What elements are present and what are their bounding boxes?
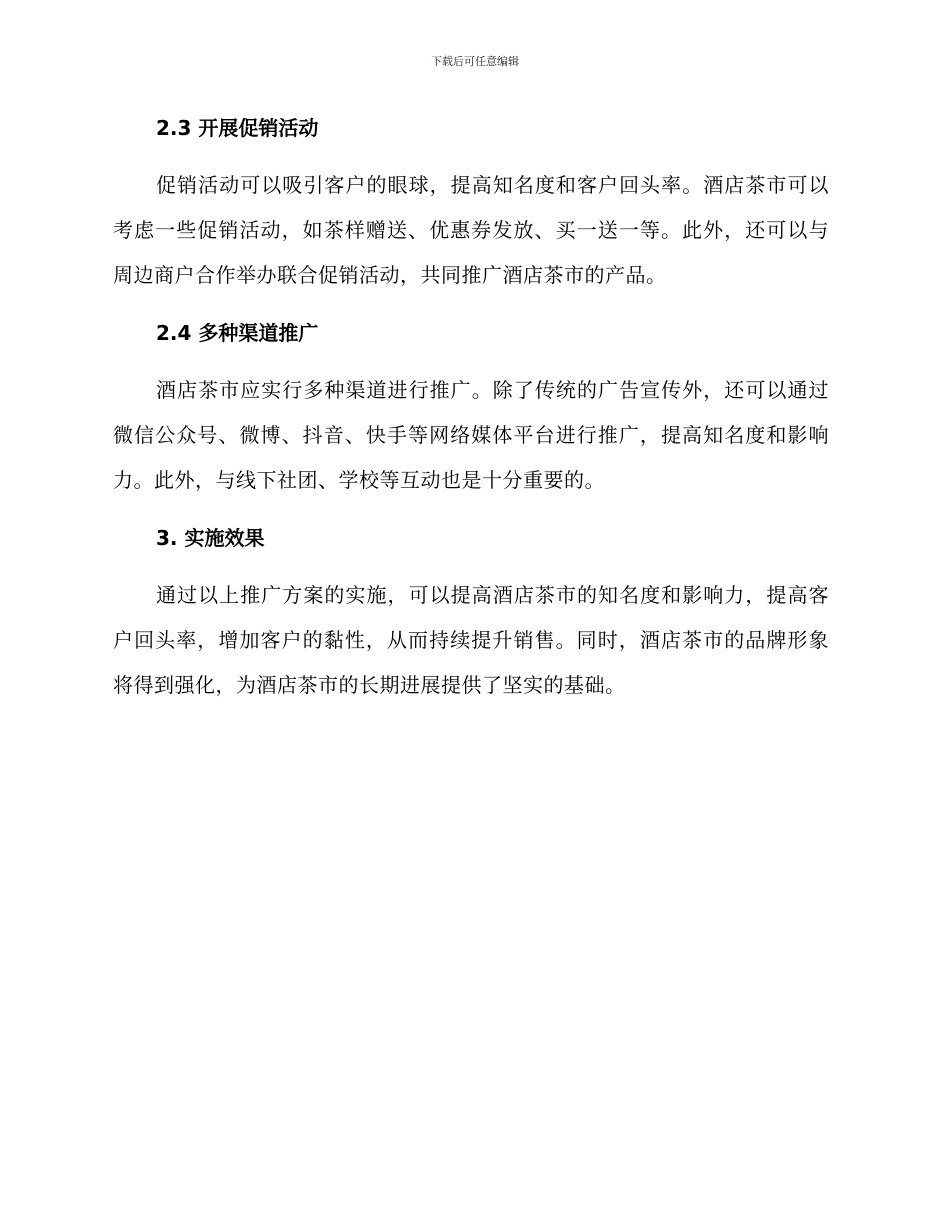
document-body [113,108,829,723]
section-heading: 2.3 开展促销活动 [156,116,319,140]
section-heading: 3. 实施效果 [156,526,265,550]
section-heading: 2.4 多种渠道推广 [156,321,319,345]
section-paragraph: 促销活动可以吸引客户的眼球，提高知名度和客户回头率。酒店茶市可以考虑一些促销活动，如茶样赠送、优惠券发放、买一送一等。此外，还可以与周边商户合作举办联合促销活动，共同推广酒店茶市的产品。 [113,173,829,287]
page-header: 下载后可任意编辑 [431,55,519,68]
section-paragraph: 通过以上推广方案的实施，可以提高酒店茶市的知名度和影响力，提高客户回头率，增加客户的黏性，从而持续提升销售。同时，酒店茶市的品牌形象将得到强化，为酒店茶市的长期进展提供了坚实的基础。 [113,583,829,697]
section-multichannel-promotion [113,313,829,503]
section-promotion-activities [113,108,829,298]
section-paragraph: 酒店茶市应实行多种渠道进行推广。除了传统的广告宣传外，还可以通过微信公众号、微博、抖音、快手等网络媒体平台进行推广，提高知名度和影响力。此外，与线下社团、学校等互动也是十分重要的。 [113,378,829,492]
section-implementation-effect [113,518,829,708]
